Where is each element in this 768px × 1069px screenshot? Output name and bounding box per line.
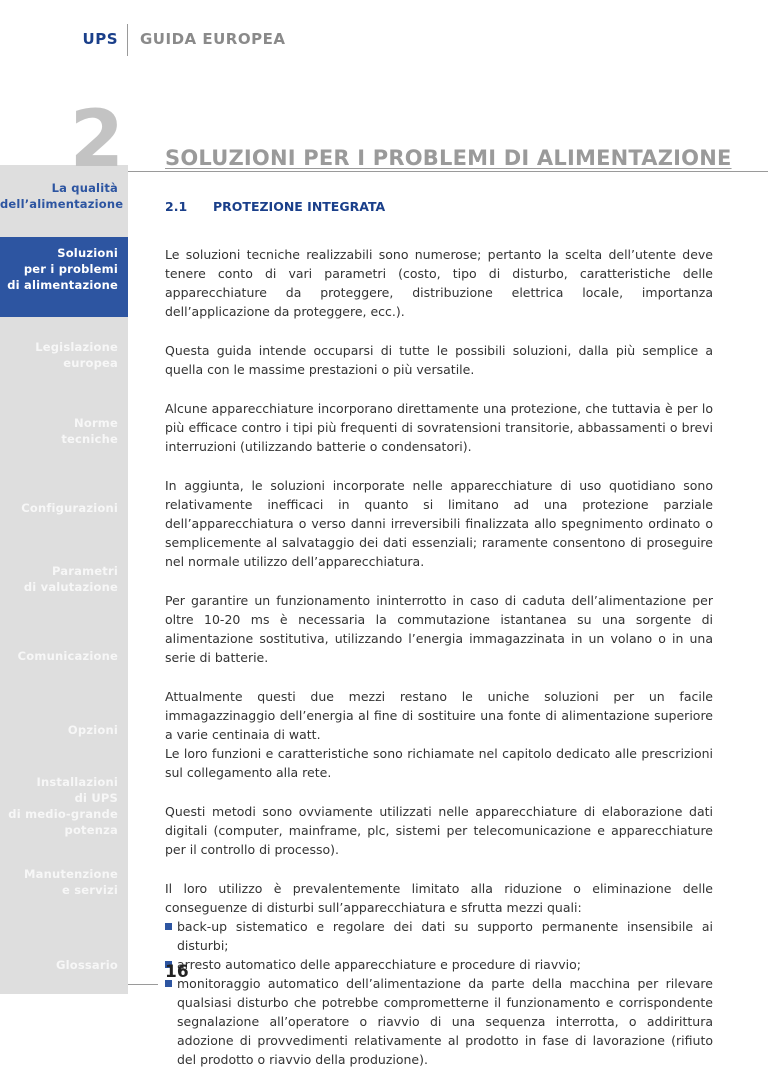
chapter-title: SOLUZIONI PER I PROBLEMI DI ALIMENTAZIONE: [165, 146, 732, 170]
sidebar-item-parametri[interactable]: [0, 563, 118, 595]
sidebar-item-label: Glossario: [55, 958, 118, 972]
page-number-rule: [128, 984, 158, 985]
paragraph: Per garantire un funzionamento ininterrotto in caso di caduta dell’alimentazione per oltre 10-20 ms è necessaria la commutazione istantanea su una sorgente di alimentazione sostitutiva, utilizzando l’energia immagazzinata in un volano o in una serie di batterie.: [165, 593, 713, 665]
sidebar-item-label: Configurazioni: [21, 501, 118, 515]
bullet-list: [165, 917, 713, 1069]
list-item-text: arresto automatico delle apparecchiature e procedure di riavvio;: [177, 957, 581, 972]
sidebar-item-label: Legislazione europea: [35, 340, 118, 370]
paragraph: Attualmente questi due mezzi restano le uniche soluzioni per un facile immagazzinaggio dell’energia al fine di sostituire una fonte di alimentazione superiore a varie centinaia di watt.: [165, 689, 713, 742]
sidebar-item-label: Norme tecniche: [61, 416, 118, 446]
section-number: 2.1: [165, 199, 188, 214]
sidebar-item-label: Manutenzione e servizi: [24, 867, 118, 897]
paragraph: Le loro funzioni e caratteristiche sono richiamate nel capitolo dedicato alle prescrizioni sul collegamento alla rete.: [165, 746, 713, 780]
chapter-number: 2: [69, 95, 124, 185]
page-number: 16: [165, 962, 189, 982]
sidebar-item-norme[interactable]: [0, 415, 118, 447]
section-title: PROTEZIONE INTEGRATA: [213, 199, 386, 214]
bullet-square-icon: [165, 923, 172, 930]
sidebar-item-glossario[interactable]: [0, 957, 118, 973]
sidebar-item-label: La qualità dell’alimentazione: [0, 181, 124, 211]
sidebar-item-label: Opzioni: [67, 723, 118, 737]
header-divider: [127, 24, 128, 56]
guide-title: GUIDA EUROPEA: [140, 30, 286, 48]
section-heading: [165, 199, 385, 214]
sidebar-item-label: Installazioni di UPS di medio-grande potenza: [8, 775, 118, 837]
paragraph: Il loro utilizzo è prevalentemente limitato alla riduzione o eliminazione delle conseguenze di disturbi sull’apparecchiatura e sfrutta mezzi quali:: [165, 881, 713, 915]
sidebar-item-manutenzione[interactable]: [0, 866, 118, 898]
paragraph: Questi metodi sono ovviamente utilizzati nelle apparecchiature di elaborazione dati digitali (computer, mainframe, plc, sistemi per telecomunicazione e apparecchiature per il controllo di processo).: [165, 804, 713, 857]
sidebar-item-soluzioni[interactable]: [0, 237, 128, 317]
sidebar-item-opzioni[interactable]: [0, 722, 118, 738]
paragraph: Questa guida intende occuparsi di tutte le possibili soluzioni, dalla più semplice a quella con le massime prestazioni o più versatile.: [165, 343, 713, 377]
sidebar-item-qualita[interactable]: [0, 180, 124, 212]
brand-label: UPS: [82, 30, 118, 48]
list-item: [165, 955, 713, 974]
list-item-text: monitoraggio automatico dell’alimentazione da parte della macchina per rilevare qualsiasi disturbo che potrebbe comprometterne il funzionamento e corrispondente segnalazione all’operatore o riavvio di una sequenza interrotta, o addirittura adozione di provvedimenti relativamente al prodotto in fase di lavorazione (rifiuto del prodotto o riavvio della produzione).: [177, 976, 713, 1067]
sidebar-item-label: Soluzioni per i problemi di alimentazione: [7, 246, 118, 292]
paragraph: In aggiunta, le soluzioni incorporate nelle apparecchiature di uso quotidiano sono relativamente inefficaci in quanto si limitano ad una protezione parziale dell’apparecchiatura o verso danni irreversibili finalizzata allo spegnimento ordinato o semplicemente al salvataggio dei dati essenziali; raramente consentono di proseguire nel normale utilizzo dell’apparecchiatura.: [165, 478, 713, 569]
body-text: [165, 245, 713, 1069]
sidebar-item-comunicazione[interactable]: [0, 648, 118, 664]
paragraph: Le soluzioni tecniche realizzabili sono numerose; pertanto la scelta dell’utente deve tenere conto di vari parametri (costo, tipo di disturbo, caratteristiche delle apparecchiature da proteggere, distribuzione elettrica locale, importanza dell’applicazione da proteggere, ecc.).: [165, 247, 713, 319]
sidebar-item-label: Parametri di valutazione: [23, 564, 118, 594]
title-rule: [128, 171, 768, 172]
sidebar-item-configurazioni[interactable]: [0, 500, 118, 516]
sidebar-item-legislazione[interactable]: [0, 339, 118, 371]
list-item-text: back-up sistematico e regolare dei dati su supporto permanente insensibile ai disturbi;: [177, 919, 713, 953]
list-item: [165, 917, 713, 955]
sidebar-item-installazioni[interactable]: [0, 774, 118, 838]
paragraph: Alcune apparecchiature incorporano direttamente una protezione, che tuttavia è per lo più efficace contro i tipi più frequenti di sovratensioni transitorie, abbassamenti o brevi interruzioni (utilizzando batterie o condensatori).: [165, 401, 713, 454]
list-item: [165, 974, 713, 1069]
sidebar-item-label: Comunicazione: [17, 649, 118, 663]
